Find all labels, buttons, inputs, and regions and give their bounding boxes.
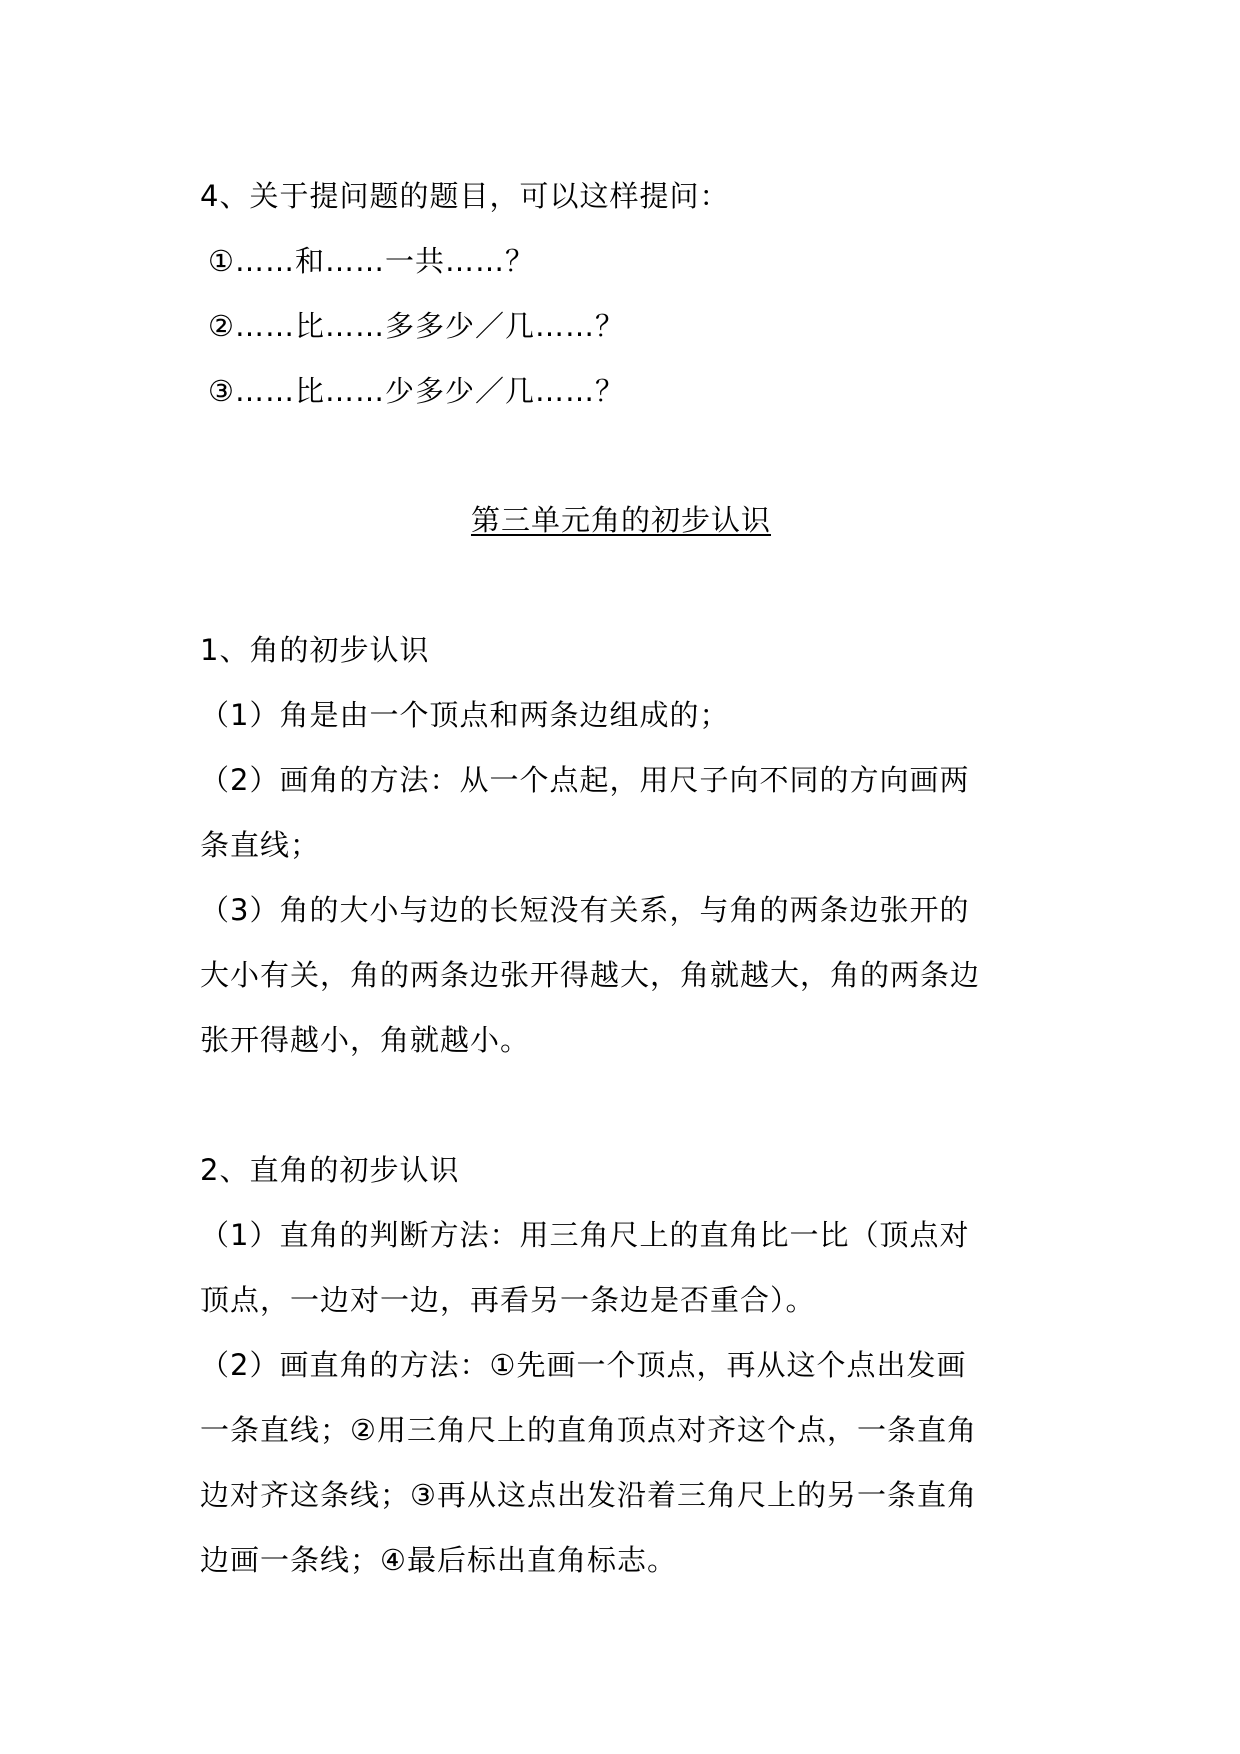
part2-heading: 2、直角的初步认识 xyxy=(200,1153,460,1187)
part2-line: （1）直角的判断方法：用三角尺上的直角比一比（顶点对 xyxy=(200,1218,970,1252)
part2-line: 边对齐这条线；③再从这点出发沿着三角尺上的另一条直角 xyxy=(200,1478,977,1512)
section4-heading: 4、关于提问题的题目，可以这样提问： xyxy=(200,179,730,213)
part2-line: （2）画直角的方法：①先画一个顶点，再从这个点出发画 xyxy=(200,1348,967,1382)
unit-title-text: 第三单元角的初步认识 xyxy=(470,503,771,537)
part2-line: 边画一条线；④最后标出直角标志。 xyxy=(200,1543,677,1577)
part1-line: 条直线； xyxy=(200,828,321,862)
part1-line: 大小有关，角的两条边张开得越大，角就越大，角的两条边 xyxy=(200,958,981,992)
question-pattern-2: ②……比……多多少／几……？ xyxy=(208,309,625,343)
question-pattern-1: ①……和……一共……？ xyxy=(208,244,535,278)
part1-line: （1）角是由一个顶点和两条边组成的； xyxy=(200,698,730,732)
question-pattern-3: ③……比……少多少／几……？ xyxy=(208,374,625,408)
part1-line: 张开得越小，角就越小。 xyxy=(200,1023,531,1057)
part2-line: 一条直线；②用三角尺上的直角顶点对齐这个点，一条直角 xyxy=(200,1413,977,1447)
part1-line: （2）画角的方法：从一个点起，用尺子向不同的方向画两 xyxy=(200,763,970,797)
part1-heading: 1、角的初步认识 xyxy=(200,633,430,667)
unit-title xyxy=(200,500,1042,540)
part1-line: （3）角的大小与边的长短没有关系，与角的两条边张开的 xyxy=(200,893,970,927)
part2-line: 顶点，一边对一边，再看另一条边是否重合）。 xyxy=(200,1283,816,1317)
